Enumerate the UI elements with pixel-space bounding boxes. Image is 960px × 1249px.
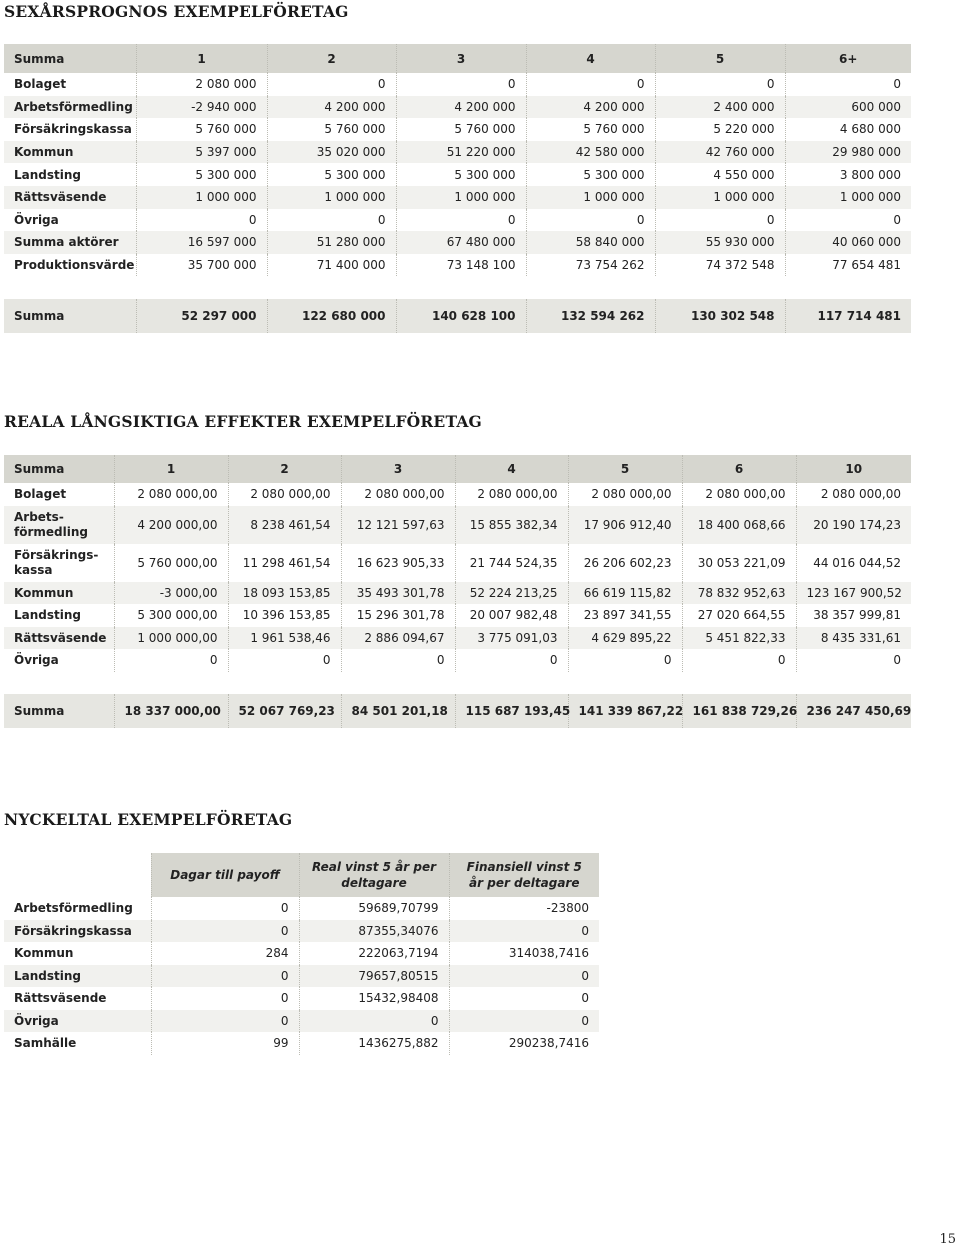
table-cell: 55 930 000 <box>655 231 785 254</box>
table-cell: 74 372 548 <box>655 254 785 277</box>
column-header: 2 <box>267 44 396 73</box>
table-cell: 122 680 000 <box>267 299 396 333</box>
row-label: Landsting <box>4 163 136 186</box>
table-row <box>4 209 911 232</box>
row-label: Rättsväsende <box>4 987 151 1010</box>
table-cell: 0 <box>655 73 785 96</box>
table-row <box>4 483 911 506</box>
total-row <box>4 299 911 333</box>
column-header: Summa <box>4 455 114 483</box>
table-cell: 0 <box>449 965 599 988</box>
table-cell: 67 480 000 <box>396 231 526 254</box>
table-cell: 161 838 729,26 <box>682 694 796 728</box>
row-label: Försäkringskassa <box>4 118 136 141</box>
table-cell: 2 080 000 <box>136 73 267 96</box>
table-header-row <box>4 44 911 73</box>
table-cell: 23 897 341,55 <box>568 604 682 627</box>
table-cell: 115 687 193,45 <box>455 694 568 728</box>
table-cell: 0 <box>151 1010 299 1033</box>
table-cell: 314038,7416 <box>449 942 599 965</box>
table-cell: 16 623 905,33 <box>341 544 455 582</box>
table-cell: 0 <box>682 649 796 672</box>
section-title-reala-effekter: REALA LÅNGSIKTIGA EFFEKTER EXEMPELFÖRETAG <box>4 412 482 431</box>
table-cell: 0 <box>796 649 911 672</box>
table-cell: 17 906 912,40 <box>568 506 682 544</box>
table-cell: 38 357 999,81 <box>796 604 911 627</box>
row-label: Bolaget <box>4 73 136 96</box>
table-cell: 52 067 769,23 <box>228 694 341 728</box>
table-cell: 5 760 000 <box>267 118 396 141</box>
table-cell: 0 <box>136 209 267 232</box>
table-cell: 1 000 000 <box>396 186 526 209</box>
table-cell: 222063,7194 <box>299 942 449 965</box>
table-cell: 35 700 000 <box>136 254 267 277</box>
table-cell: 58 840 000 <box>526 231 655 254</box>
table-cell: 0 <box>299 1010 449 1033</box>
row-label: Rättsväsende <box>4 186 136 209</box>
table-cell: 0 <box>785 209 911 232</box>
row-label: Övriga <box>4 1010 151 1033</box>
table-cell: 5 760 000,00 <box>114 544 228 582</box>
table-cell: 3 775 091,03 <box>455 627 568 650</box>
column-header: 5 <box>568 455 682 483</box>
row-label: Arbetsförmedling <box>4 96 136 119</box>
table-cell: 15432,98408 <box>299 987 449 1010</box>
table-cell: 11 298 461,54 <box>228 544 341 582</box>
table-cell: 35 020 000 <box>267 141 396 164</box>
column-header: 3 <box>396 44 526 73</box>
table-cell: 12 121 597,63 <box>341 506 455 544</box>
row-label: Landsting <box>4 965 151 988</box>
table-header-row <box>4 853 599 897</box>
table-row <box>4 506 911 544</box>
sexarsprognos-table <box>4 44 911 333</box>
table-cell: 2 080 000,00 <box>796 483 911 506</box>
table-cell: 66 619 115,82 <box>568 582 682 605</box>
table-cell: 1 000 000 <box>526 186 655 209</box>
table-cell: 0 <box>455 649 568 672</box>
table-cell: 87355,34076 <box>299 920 449 943</box>
table-cell: 4 200 000 <box>396 96 526 119</box>
row-label: Försäkrings- kassa <box>4 544 114 582</box>
table-cell: 16 597 000 <box>136 231 267 254</box>
column-header: 6+ <box>785 44 911 73</box>
table-cell: 5 220 000 <box>655 118 785 141</box>
table-cell: 78 832 952,63 <box>682 582 796 605</box>
table-header-row <box>4 455 911 483</box>
table-cell: 0 <box>568 649 682 672</box>
row-label: Samhälle <box>4 1032 151 1055</box>
table-cell: 1 000 000 <box>785 186 911 209</box>
row-label: Summa <box>4 694 114 728</box>
table-cell: 20 190 174,23 <box>796 506 911 544</box>
table-cell: 52 224 213,25 <box>455 582 568 605</box>
table-cell: 140 628 100 <box>396 299 526 333</box>
column-header: 4 <box>526 44 655 73</box>
table-cell: 0 <box>449 987 599 1010</box>
row-label: Summa aktörer <box>4 231 136 254</box>
table-cell: 0 <box>114 649 228 672</box>
table-cell: 2 886 094,67 <box>341 627 455 650</box>
table-cell: 0 <box>396 209 526 232</box>
table-cell: 99 <box>151 1032 299 1055</box>
row-label: Kommun <box>4 582 114 605</box>
table-cell: 2 080 000,00 <box>455 483 568 506</box>
table-cell: 4 550 000 <box>655 163 785 186</box>
table-row <box>4 231 911 254</box>
table-cell: 236 247 450,69 <box>796 694 911 728</box>
table-cell: 5 451 822,33 <box>682 627 796 650</box>
table-cell: 4 200 000 <box>267 96 396 119</box>
table-cell: 8 238 461,54 <box>228 506 341 544</box>
table-cell: 30 053 221,09 <box>682 544 796 582</box>
column-header: 5 <box>655 44 785 73</box>
row-label: Landsting <box>4 604 114 627</box>
column-header: Summa <box>4 44 136 73</box>
table-row <box>4 965 599 988</box>
table-cell: 0 <box>151 965 299 988</box>
table-row <box>4 582 911 605</box>
row-label: Arbetsförmedling <box>4 897 151 920</box>
table-row <box>4 163 911 186</box>
total-row <box>4 694 911 728</box>
table-cell: 5 300 000 <box>267 163 396 186</box>
table-cell: 1 000 000 <box>655 186 785 209</box>
column-header: Real vinst 5 år per deltagare <box>299 853 449 897</box>
table-cell: 5 397 000 <box>136 141 267 164</box>
table-cell: 5 300 000 <box>396 163 526 186</box>
table-cell: 2 080 000,00 <box>682 483 796 506</box>
row-label: Rättsväsende <box>4 627 114 650</box>
column-header: Dagar till payoff <box>151 853 299 897</box>
table-cell: 0 <box>151 897 299 920</box>
table-cell: 0 <box>785 73 911 96</box>
table-row <box>4 1032 599 1055</box>
row-label: Övriga <box>4 209 136 232</box>
table-cell: 77 654 481 <box>785 254 911 277</box>
table-row <box>4 649 911 672</box>
table-cell: 42 580 000 <box>526 141 655 164</box>
table-cell: 15 296 301,78 <box>341 604 455 627</box>
nyckeltal-table <box>4 853 599 1055</box>
table-cell: 59689,70799 <box>299 897 449 920</box>
table-cell: 141 339 867,22 <box>568 694 682 728</box>
table-cell: -2 940 000 <box>136 96 267 119</box>
table-cell: 4 629 895,22 <box>568 627 682 650</box>
table-cell: 29 980 000 <box>785 141 911 164</box>
table-cell: 10 396 153,85 <box>228 604 341 627</box>
table-cell: 18 400 068,66 <box>682 506 796 544</box>
table-cell: 4 200 000,00 <box>114 506 228 544</box>
table-cell: 5 300 000 <box>526 163 655 186</box>
column-header: 4 <box>455 455 568 483</box>
table-cell: 130 302 548 <box>655 299 785 333</box>
table-cell: 5 300 000 <box>136 163 267 186</box>
table-cell: 0 <box>228 649 341 672</box>
table-cell: 44 016 044,52 <box>796 544 911 582</box>
row-label: Produktionsvärde <box>4 254 136 277</box>
table-cell: 0 <box>267 209 396 232</box>
table-cell: 132 594 262 <box>526 299 655 333</box>
table-row <box>4 604 911 627</box>
table-cell: 0 <box>267 73 396 96</box>
table-cell: 3 800 000 <box>785 163 911 186</box>
table-cell: 5 300 000,00 <box>114 604 228 627</box>
row-label: Arbets- förmedling <box>4 506 114 544</box>
table-cell: 20 007 982,48 <box>455 604 568 627</box>
table-cell: 73 148 100 <box>396 254 526 277</box>
table-cell: 0 <box>526 209 655 232</box>
table-row <box>4 544 911 582</box>
table-cell: 18 337 000,00 <box>114 694 228 728</box>
table-cell: 117 714 481 <box>785 299 911 333</box>
table-cell: 0 <box>655 209 785 232</box>
table-cell: 71 400 000 <box>267 254 396 277</box>
table-row <box>4 897 599 920</box>
table-cell: 2 400 000 <box>655 96 785 119</box>
table-cell: 284 <box>151 942 299 965</box>
table-cell: 1 000 000 <box>267 186 396 209</box>
table-cell: 40 060 000 <box>785 231 911 254</box>
column-header: Finansiell vinst 5 år per deltagare <box>449 853 599 897</box>
table-cell: 0 <box>396 73 526 96</box>
table-cell: 42 760 000 <box>655 141 785 164</box>
table-cell: 0 <box>151 987 299 1010</box>
table-cell: 0 <box>449 920 599 943</box>
table-cell: 5 760 000 <box>396 118 526 141</box>
table-row <box>4 920 599 943</box>
table-cell: 290238,7416 <box>449 1032 599 1055</box>
table-cell: 79657,80515 <box>299 965 449 988</box>
column-header: 2 <box>228 455 341 483</box>
table-cell: 0 <box>151 920 299 943</box>
reala-effekter-table <box>4 455 911 728</box>
column-header: 1 <box>136 44 267 73</box>
table-cell: 73 754 262 <box>526 254 655 277</box>
column-header: 6 <box>682 455 796 483</box>
table-row <box>4 118 911 141</box>
row-label: Kommun <box>4 141 136 164</box>
table-cell: -23800 <box>449 897 599 920</box>
table-cell: 18 093 153,85 <box>228 582 341 605</box>
table-row <box>4 987 599 1010</box>
row-label: Bolaget <box>4 483 114 506</box>
table-row <box>4 1010 599 1033</box>
table-row <box>4 942 599 965</box>
table-cell: 35 493 301,78 <box>341 582 455 605</box>
table-cell: 84 501 201,18 <box>341 694 455 728</box>
table-cell: 8 435 331,61 <box>796 627 911 650</box>
table-cell: 4 200 000 <box>526 96 655 119</box>
table-cell: 1 961 538,46 <box>228 627 341 650</box>
table-cell: -3 000,00 <box>114 582 228 605</box>
table-cell: 21 744 524,35 <box>455 544 568 582</box>
table-cell: 27 020 664,55 <box>682 604 796 627</box>
table-cell: 26 206 602,23 <box>568 544 682 582</box>
row-label: Försäkringskassa <box>4 920 151 943</box>
table-row <box>4 73 911 96</box>
section-title-sexarsprognos: SEXÅRSPROGNOS EXEMPELFÖRETAG <box>4 2 349 21</box>
table-cell: 15 855 382,34 <box>455 506 568 544</box>
table-cell: 123 167 900,52 <box>796 582 911 605</box>
section-title-nyckeltal: NYCKELTAL EXEMPELFÖRETAG <box>4 810 293 829</box>
table-cell: 2 080 000,00 <box>114 483 228 506</box>
table-cell: 51 220 000 <box>396 141 526 164</box>
table-cell: 0 <box>341 649 455 672</box>
row-label: Övriga <box>4 649 114 672</box>
table-row <box>4 627 911 650</box>
table-cell: 2 080 000,00 <box>228 483 341 506</box>
table-cell: 4 680 000 <box>785 118 911 141</box>
table-cell: 5 760 000 <box>526 118 655 141</box>
table-cell: 0 <box>449 1010 599 1033</box>
table-cell: 0 <box>526 73 655 96</box>
column-header: 1 <box>114 455 228 483</box>
page-number: 15 <box>939 1232 956 1247</box>
table-row <box>4 96 911 119</box>
column-header: 3 <box>341 455 455 483</box>
table-cell: 2 080 000,00 <box>568 483 682 506</box>
table-cell: 5 760 000 <box>136 118 267 141</box>
table-row <box>4 186 911 209</box>
table-cell: 52 297 000 <box>136 299 267 333</box>
table-cell: 600 000 <box>785 96 911 119</box>
table-cell: 51 280 000 <box>267 231 396 254</box>
table-cell: 1 000 000 <box>136 186 267 209</box>
column-header: 10 <box>796 455 911 483</box>
table-cell: 2 080 000,00 <box>341 483 455 506</box>
row-label: Summa <box>4 299 136 333</box>
table-cell: 1436275,882 <box>299 1032 449 1055</box>
row-label: Kommun <box>4 942 151 965</box>
column-header <box>4 853 151 897</box>
table-row <box>4 254 911 277</box>
table-row <box>4 141 911 164</box>
table-cell: 1 000 000,00 <box>114 627 228 650</box>
